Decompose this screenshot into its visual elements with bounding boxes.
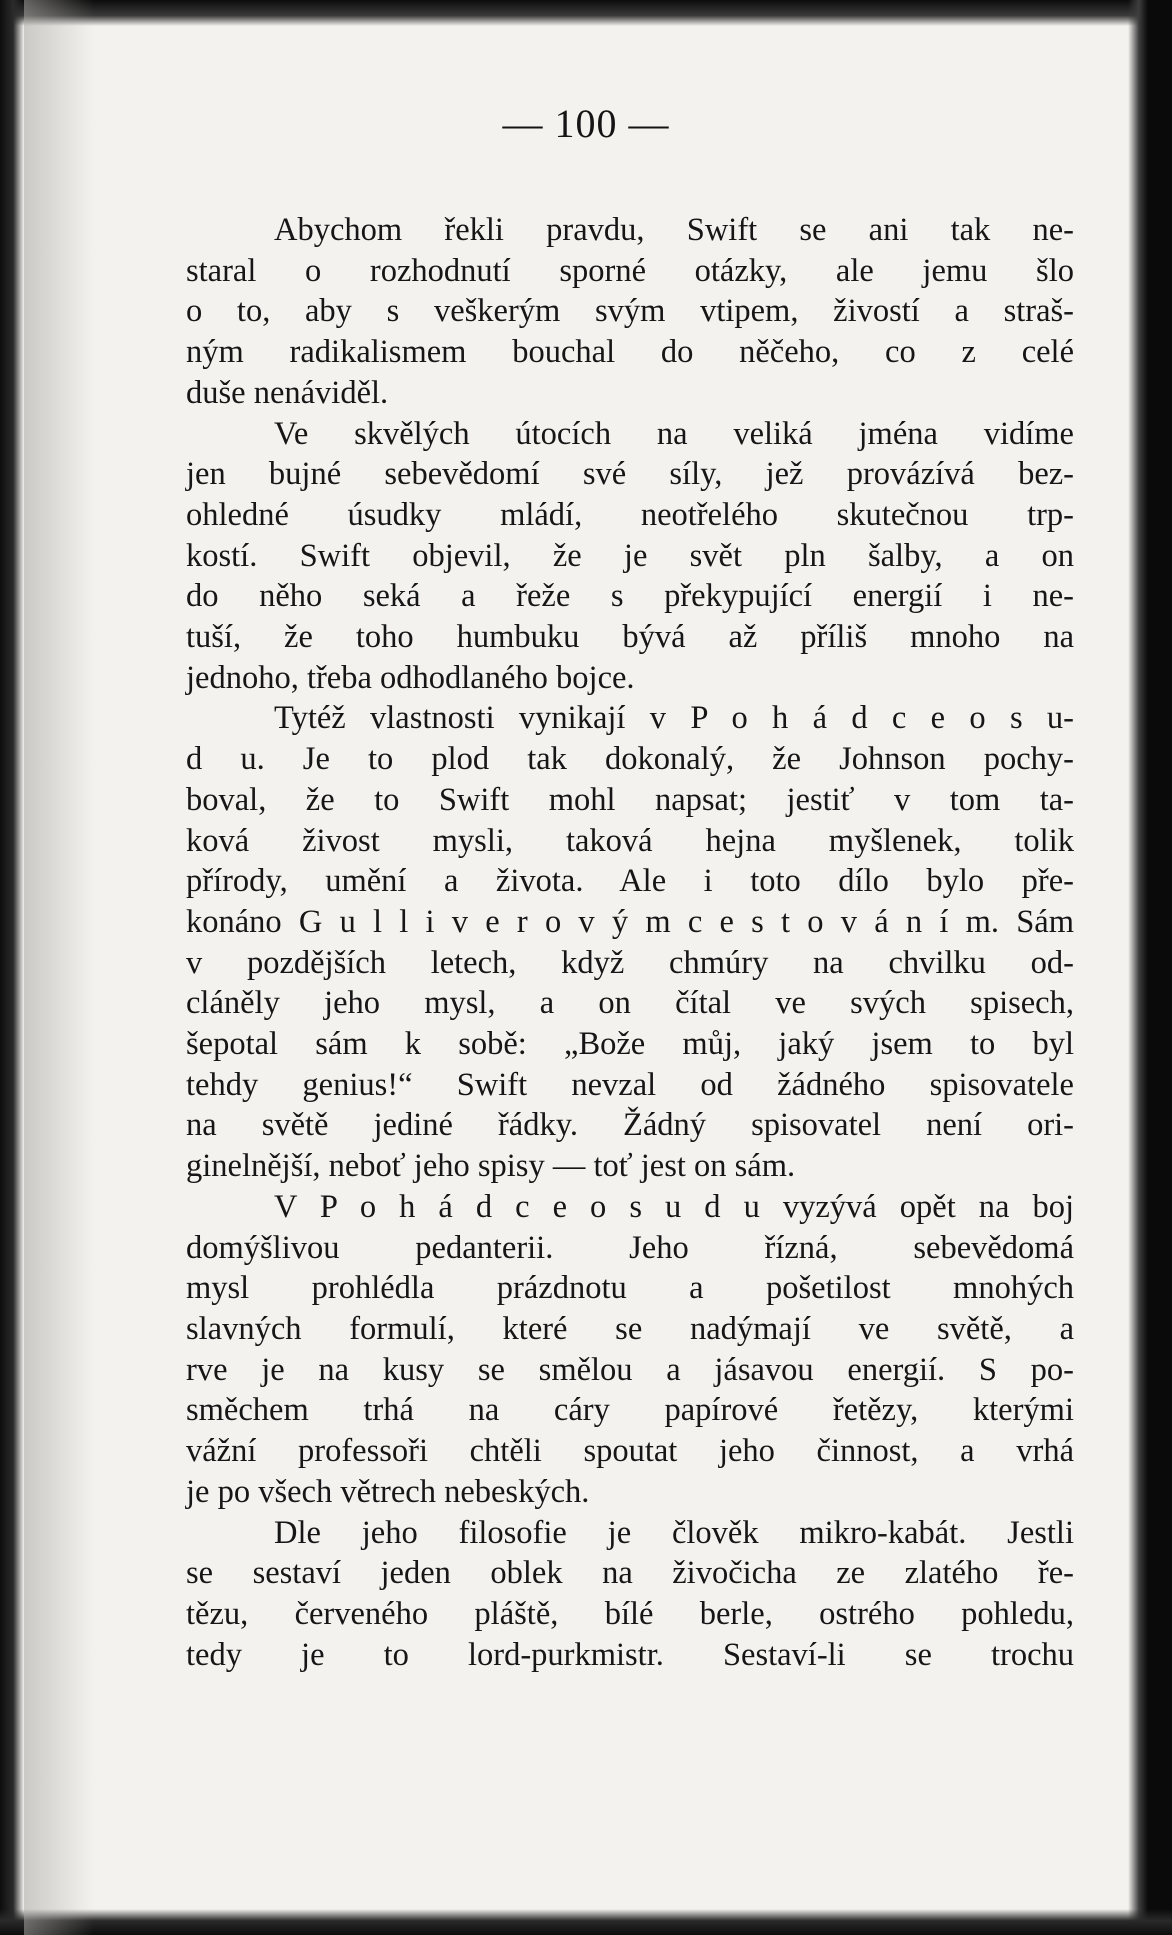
text-line: ohledné úsudky mládí, neotřelého skutečnou trp- bbox=[186, 496, 1074, 533]
scan-edge-bottom bbox=[0, 1909, 1172, 1935]
text-line: se sestaví jeden oblek na živočicha ze zlatého ře- bbox=[186, 1555, 1074, 1592]
text-line: V P o h á d c e o s u d u vyzývá opět na boj bbox=[274, 1188, 1074, 1225]
page-shadow bbox=[24, 0, 94, 1935]
text-line: tedy je to lord-purkmistr. Sestaví-li se trochu bbox=[186, 1636, 1074, 1673]
text-line: ným radikalismem bouchal do něčeho, co z celé bbox=[186, 334, 1074, 371]
text-line: do něho seká a řeže s překypující energií i ne- bbox=[186, 578, 1074, 615]
text-line: d u. Je to plod tak dokonalý, že Johnson pochy- bbox=[186, 741, 1074, 778]
text-line: tuší, že toho humbuku bývá až příliš mnoho na bbox=[186, 619, 1074, 656]
text-line: cláněly jeho mysl, a on čítal ve svých spisech, bbox=[186, 985, 1074, 1022]
text-line: tězu, červeného pláště, bílé berle, ostrého pohledu, bbox=[186, 1595, 1074, 1632]
scan-edge-left bbox=[0, 0, 24, 1935]
text-line: duše nenáviděl. bbox=[186, 374, 389, 411]
text-line: boval, že to Swift mohl napsat; jestiť v tom ta- bbox=[186, 781, 1074, 818]
text-line: domýšlivou pedanterii. Jeho řízná, sebevědomá bbox=[186, 1229, 1074, 1266]
text-line: Tytéž vlastnosti vynikají v P o h á d c e o s u- bbox=[274, 700, 1074, 737]
text-line: na světě jediné řádky. Žádný spisovatel není ori- bbox=[186, 1107, 1074, 1144]
text-line: přírody, umění a života. Ale i toto dílo bylo pře- bbox=[186, 863, 1074, 900]
text-line: jednoho, třeba odhodlaného bojce. bbox=[186, 659, 635, 696]
text-line: je po všech větrech nebeských. bbox=[186, 1473, 590, 1510]
scan-edge-top bbox=[0, 0, 1172, 26]
body-text bbox=[186, 210, 1074, 1675]
text-line: směchem trhá na cáry papírové řetězy, kterými bbox=[186, 1392, 1074, 1429]
text-line: vážní professoři chtěli spoutat jeho činnost, a vrhá bbox=[186, 1433, 1074, 1470]
text-line: tehdy genius!“ Swift nevzal od žádného spisovatele bbox=[186, 1066, 1074, 1103]
text-line: Ve skvělých útocích na veliká jména vidíme bbox=[274, 415, 1074, 452]
scan-edge-right bbox=[1128, 0, 1172, 1935]
text-line: v pozdějších letech, když chmúry na chvilku od- bbox=[186, 944, 1074, 981]
text-line: Abychom řekli pravdu, Swift se ani tak ne- bbox=[274, 212, 1074, 248]
text-line: kostí. Swift objevil, že je svět pln šalby, a on bbox=[186, 537, 1074, 574]
page-number: — 100 — bbox=[502, 101, 670, 146]
text-line: konáno G u l l i v e r o v ý m c e s t o v á n í m. Sám bbox=[186, 903, 1074, 940]
text-line: jen bujné sebevědomí své síly, jež provázívá bez- bbox=[186, 456, 1074, 493]
text-line: šepotal sám k sobě: „Bože můj, jaký jsem to byl bbox=[186, 1026, 1074, 1063]
text-line: rve je na kusy se smělou a jásavou energií. S po- bbox=[186, 1351, 1074, 1388]
text-line: ginelnější, neboť jeho spisy — toť jest on sám. bbox=[186, 1148, 796, 1185]
text-line: ková živost mysli, taková hejna myšlenek, tolik bbox=[186, 822, 1074, 859]
text-line: staral o rozhodnutí sporné otázky, ale jemu šlo bbox=[186, 252, 1074, 289]
text-line: mysl prohlédla prázdnotu a pošetilost mnohých bbox=[186, 1270, 1074, 1307]
text-line: slavných formulí, které se nadýmají ve světě, a bbox=[186, 1310, 1074, 1347]
text-line: Dle jeho filosofie je člověk mikro-kabát. Jestli bbox=[274, 1514, 1074, 1551]
text-line: o to, aby s veškerým svým vtipem, živostí a straš- bbox=[186, 293, 1074, 330]
